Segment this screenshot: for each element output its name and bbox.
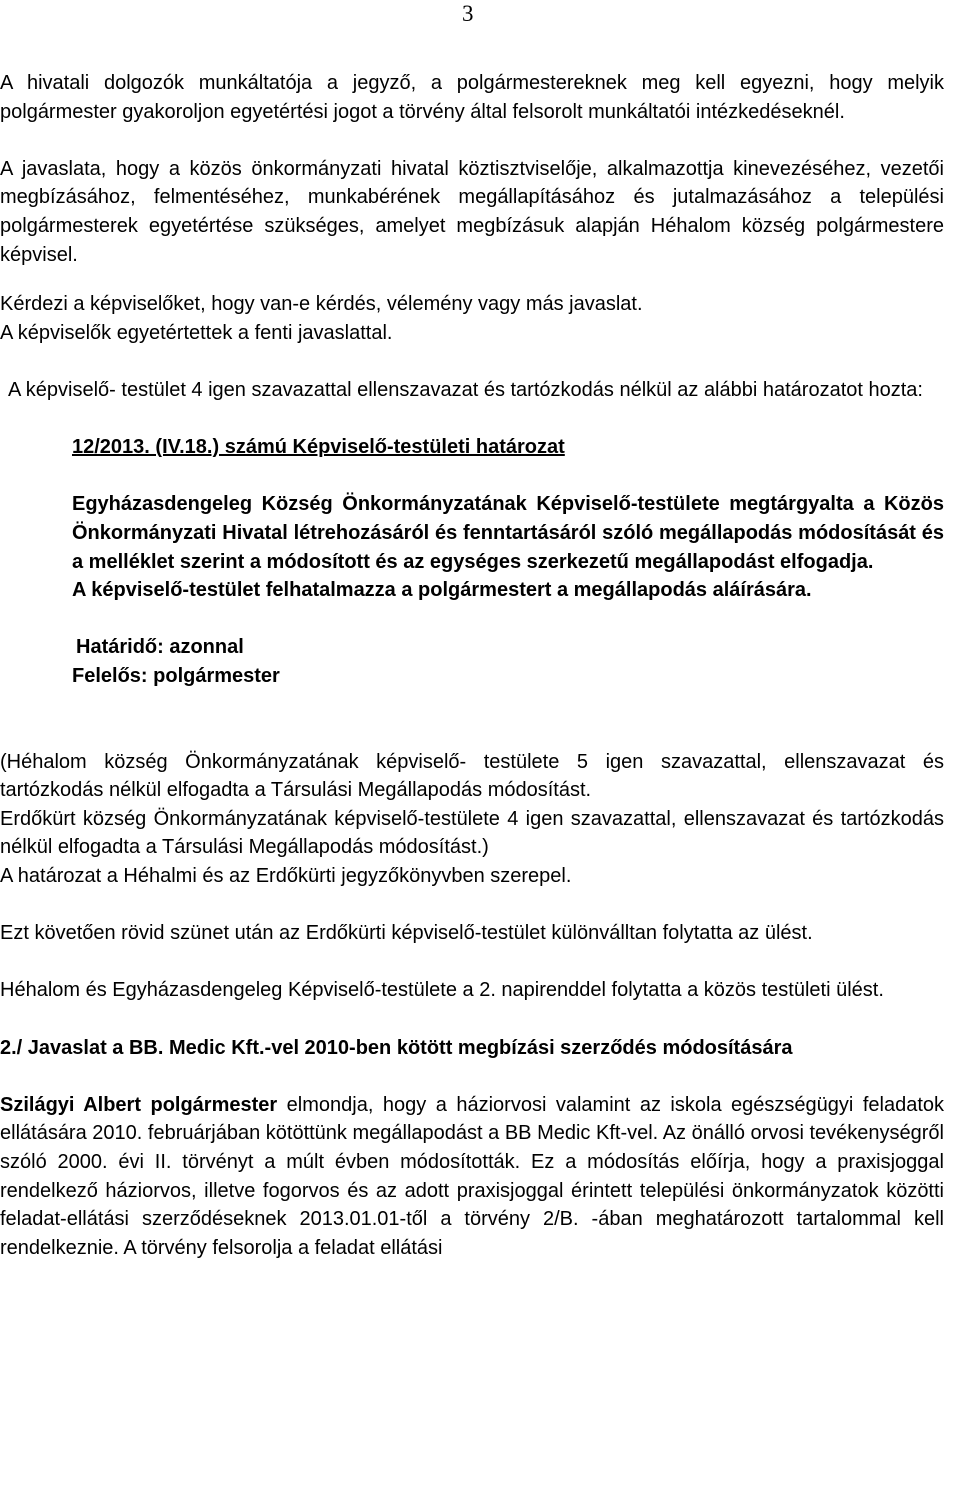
agenda-item-title: 2./ Javaslat a BB. Medic Kft.-vel 2010-ben kötött megbízási szerződés módosítására: [0, 1036, 793, 1059]
spacer: [0, 719, 944, 748]
note-hehalom: (Héhalom község Önkormányzatának képviselő- testülete 5 igen szavazattal, ellenszavazat és tartózkodás nélkül elfogadta a Társulási Megállapodás módosítást.: [0, 750, 944, 802]
paragraph-vote: A képviselő- testület 4 igen szavazattal ellenszavazat és tartózkodás nélkül az alábbi határozatot hozta:: [8, 378, 923, 401]
speaker-name: Szilágyi Albert polgármester: [0, 1093, 278, 1116]
document-body: [0, 69, 944, 1262]
paragraph-continue: Héhalom és Egyházasdengeleg Képviselő-testülete a 2. napirenddel folytatta a közös testületi ülést.: [0, 979, 884, 1002]
resolution-authorization: A képviselő-testület felhatalmazza a polgármestert a megállapodás aláírására.: [72, 579, 812, 602]
page-number: 3: [462, 1, 474, 26]
resolution-responsible: Felelős: polgármester: [72, 664, 280, 687]
paragraph-question: Kérdezi a képviselőket, hogy van-e kérdés, vélemény vagy más javaslat.: [0, 293, 643, 316]
resolution-deadline: Határidő: azonnal: [76, 636, 244, 659]
paragraph-employer: A hivatali dolgozók munkáltatója a jegyző, a polgármestereknek meg kell egyezni, hogy melyik polgármester gyakoroljon egyetértési jogot a törvény által felsorolt munkáltatói intézkedéseknél.: [0, 72, 944, 123]
note-minutes: A határozat a Héhalmi és az Erdőkürti jegyzőkönyvben szerepel.: [0, 865, 572, 888]
resolution-heading: 12/2013. (IV.18.) számú Képviselő-testületi határozat: [72, 436, 565, 459]
resolution-body: Egyházasdengeleg Község Önkormányzatának Képviselő-testülete megtárgyalta a Közös Önkormányzati Hivatal létrehozásáról és fenntartásáról szóló megállapodás módosítását és a melléklet szerint a módosított és az egységes szerkezetű megállapodást elfogadja.: [72, 493, 944, 573]
speaker-text: elmondja, hogy a háziorvosi valamint az iskola egészségügyi feladatok ellátására 2010. februárjában kötöttünk megállapodást a BB Medic Kft-vel. Az önálló orvosi tevékenységről szóló 2000. évi II. törvényt a múlt évben módosították. Ez a módosítás előírja, hogy a praxisjoggal rendelkező háziorvos, illetve fogorvos és az adott praxisjoggal érintett települési önkormányzatok közötti feladat-ellátási szerződéseknek 2013.01.01-től a törvény 2/B. -ában meghatározott tartalommal kell rendelkeznie. A törvény felsorolja a feladat ellátási: [0, 1093, 945, 1259]
paragraph-break: Ezt követően rövid szünet után az Erdőkürti képviselő-testület különválltan folytatta az ülést.: [0, 922, 813, 945]
paragraph-agreement: A képviselők egyetértettek a fenti javaslattal.: [0, 321, 393, 344]
paragraph-proposal: A javaslata, hogy a közös önkormányzati hivatal köztisztviselője, alkalmazottja kinevezéséhez, vezetői megbízásához, felmentéséhez, munkabérének megállapításához és jutalmazásához a települési polgármesterek egyetértése szükséges, amelyet megbízásuk alapján Héhalom község polgármestere képvisel.: [0, 157, 944, 266]
paragraph-mayor-statement: [0, 1091, 944, 1263]
note-erdokurt: Erdőkürt község Önkormányzatának képviselő-testülete 4 igen szavazattal, ellenszavazat és tartózkodás nélkül elfogadta a Társulási Megállapodás módosítást.): [0, 807, 944, 859]
